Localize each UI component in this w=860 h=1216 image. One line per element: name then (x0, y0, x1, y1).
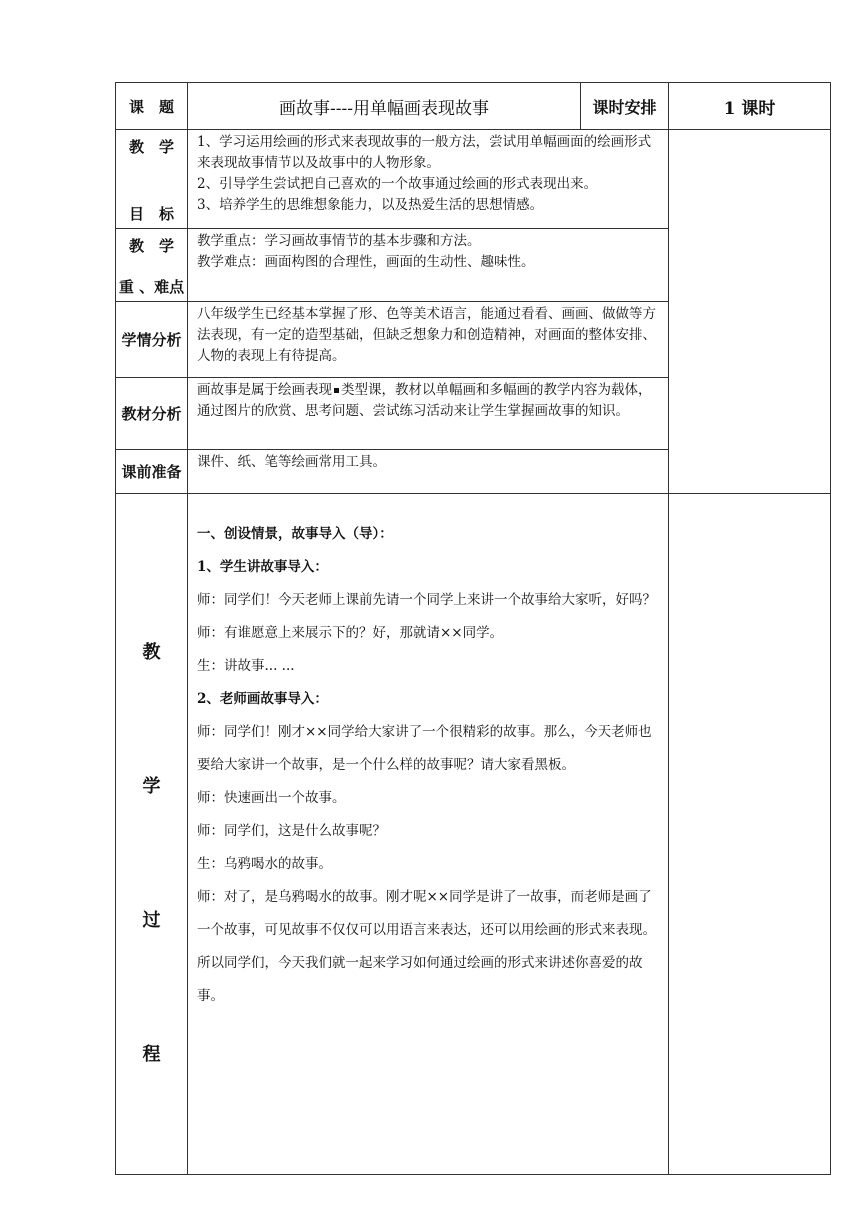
process-label-char: 学 (142, 776, 161, 797)
process-row (116, 494, 831, 1175)
process-line: 师：有谁愿意上来展示下的？好，那就请××同学。 (197, 625, 504, 641)
students-content: 八年级学生已经基本掌握了形、色等美术语言，能通过看看、画画、做做等方法表现，有一定的造型基础，但缺乏想象力和创造精神，对画面的整体安排、人物的表现上有待提高。 (188, 302, 669, 378)
process-line: 师：同学们！刚才××同学给大家讲了一个很精彩的故事。那么，今天老师也要给大家讲一个故事，是一个什么样的故事呢？请大家看黑板。 (197, 724, 652, 773)
students-label: 学情分析 (116, 302, 188, 378)
objective-item: 3、培养学生的思维想象能力，以及热爱生活的思想情感。 (197, 197, 544, 213)
lesson-hours: 1 课时 (669, 83, 831, 130)
objectives-label-cell (116, 130, 188, 229)
keypoints-content (188, 229, 669, 302)
process-line: 师：快速画出一个故事。 (197, 790, 346, 806)
header-row (116, 83, 831, 130)
lesson-plan-table (115, 82, 831, 1175)
objective-item: 1、学习运用绘画的形式来表现故事的一般方法，尝试用单幅画面的绘画形式来表现故事情节以及故事中的人物形象。 (197, 134, 652, 171)
keypoints-label-bottom: 重 、难点 (118, 278, 185, 296)
keypoint-item: 教学重点：学习画故事情节的基本步骤和方法。 (197, 233, 481, 249)
process-line: 生：乌鸦喝水的故事。 (197, 856, 332, 872)
process-line: 师：同学们，这是什么故事呢？ (197, 823, 386, 839)
material-label: 教材分析 (116, 378, 188, 450)
material-text-end: 类型课，教材以单幅画和多幅画的教学内容为载体，通过图片的欣赏、思考问题、尝试练习活动来让学生掌握画故事的知识。 (197, 382, 652, 419)
process-label-char: 教 (142, 642, 161, 663)
prep-label: 课前准备 (116, 450, 188, 494)
process-line: 生：讲故事... ... (197, 658, 295, 674)
process-notes-cell (669, 494, 831, 1175)
process-label-char: 程 (142, 1044, 161, 1065)
objectives-row (116, 130, 831, 229)
square-bullet-icon (334, 388, 339, 393)
objectives-label-bottom: 目 标 (128, 205, 174, 223)
topic-label: 课 题 (116, 83, 188, 130)
process-label-cell (116, 494, 188, 1175)
process-content (188, 494, 669, 1175)
process-line: 2、老师画故事导入： (197, 691, 328, 707)
keypoint-item: 教学难点：画面构图的合理性，画面的生动性、趣味性。 (197, 254, 535, 270)
objectives-label-top: 教 学 (128, 138, 174, 156)
schedule-label: 课时安排 (581, 83, 669, 130)
prep-content: 课件、纸、笔等绘画常用工具。 (188, 450, 669, 494)
process-label-char: 过 (142, 910, 161, 931)
objectives-content (188, 130, 669, 229)
lesson-title: 画故事----用单幅画表现故事 (188, 83, 581, 130)
process-line: 一、创设情景，故事导入（导）： (197, 526, 393, 542)
material-text-start: 画故事是属于绘画表现 (197, 382, 332, 398)
keypoints-label-cell (116, 229, 188, 302)
objective-item: 2、引导学生尝试把自己喜欢的一个故事通过绘画的形式表现出来。 (197, 176, 598, 192)
keypoints-label-top: 教 学 (128, 237, 174, 255)
process-line: 师：同学们！今天老师上课前先请一个同学上来讲一个故事给大家听，好吗？ (197, 592, 656, 608)
side-notes-column (669, 130, 831, 494)
process-line: 1、学生讲故事导入： (197, 559, 328, 575)
material-content (188, 378, 669, 450)
process-line: 师：对了，是乌鸦喝水的故事。刚才呢××同学是讲了一故事，而老师是画了一个故事，可见故事不仅仅可以用语言来表达，还可以用绘画的形式来表现。所以同学们，今天我们就一起来学习如何通过绘画的形式来讲述你喜爱的故事。 (197, 889, 656, 1004)
